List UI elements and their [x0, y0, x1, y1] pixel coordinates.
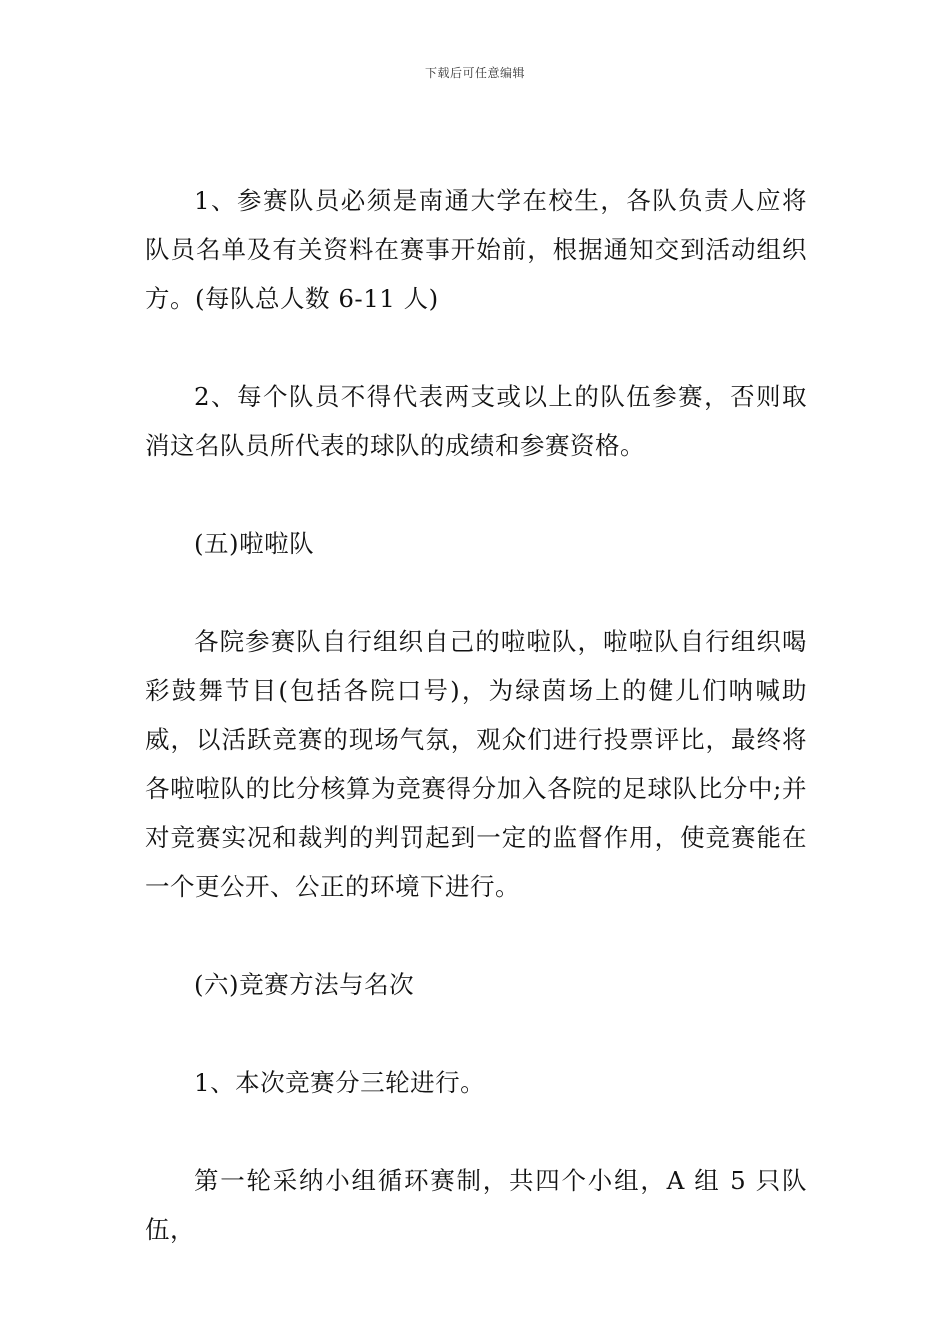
paragraph-three-rounds: 1、本次竞赛分三轮进行。	[194, 1068, 486, 1097]
paragraph-spacer	[145, 1107, 807, 1156]
paragraph-first-round: 第一轮采纳小组循环赛制，共四个小组，A 组 5 只队伍，	[145, 1166, 807, 1244]
paragraph-spacer	[145, 1009, 807, 1058]
paragraph-spacer	[145, 911, 807, 960]
section-heading-competition-method: (六)竞赛方法与名次	[194, 970, 415, 999]
paragraph-team-eligibility: 1、参赛队员必须是南通大学在校生，各队负责人应将队员名单及有关资料在赛事开始前，根据通知交到活动组织方。(每队总人数 6-11 人)	[145, 186, 807, 313]
paragraph-spacer	[145, 568, 807, 617]
section-heading-cheerleaders: (五)啦啦队	[194, 529, 315, 558]
paragraph-single-team-rule: 2、每个队员不得代表两支或以上的队伍参赛，否则取消这名队员所代表的球队的成绩和参赛资格。	[145, 382, 807, 460]
paragraph-spacer	[145, 470, 807, 519]
paragraph-cheerleaders: 各院参赛队自行组织自己的啦啦队，啦啦队自行组织喝彩鼓舞节目(包括各院口号)，为绿茵场上的健儿们呐喊助威，以活跃竞赛的现场气氛，观众们进行投票评比，最终将各啦啦队的比分核算为竞赛得分加入各院的足球队比分中;并对竞赛实况和裁判的判罚起到一定的监督作用，使竞赛能在一个更公开、公正的环境下进行。	[145, 627, 807, 901]
document-body	[145, 176, 807, 1254]
page-header: 下载后可任意编辑	[424, 66, 525, 80]
paragraph-spacer	[145, 323, 807, 372]
